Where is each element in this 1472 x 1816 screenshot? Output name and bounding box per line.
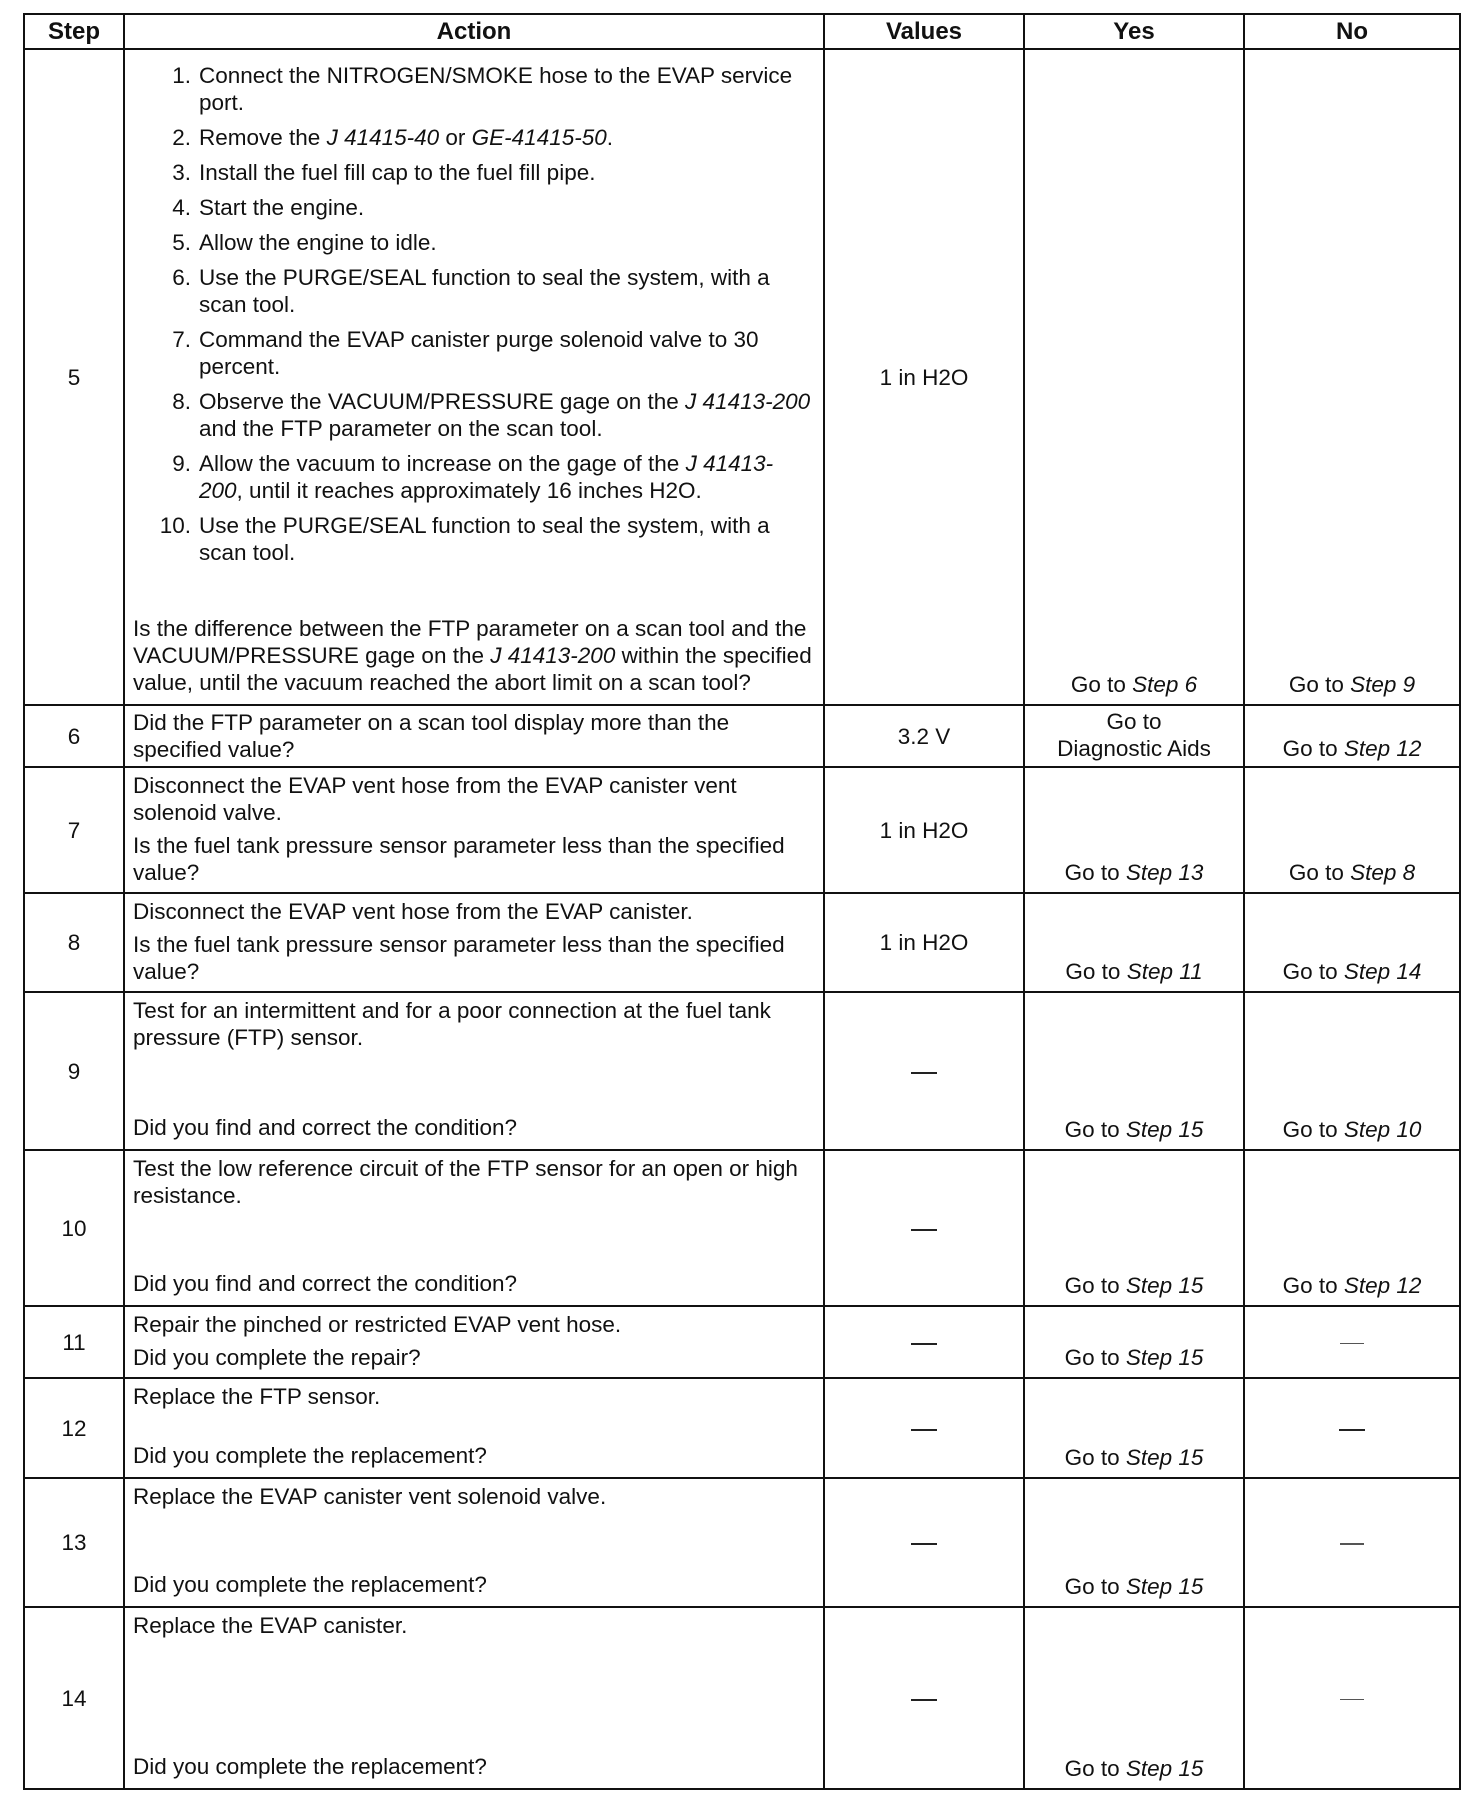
value-cell bbox=[824, 1478, 1024, 1607]
yes-cell[interactable]: Go to Step 15 bbox=[1024, 992, 1244, 1150]
no-cell bbox=[1244, 1607, 1460, 1789]
step-number: 12 bbox=[24, 1378, 124, 1478]
question-text: Did you complete the repair? bbox=[133, 1345, 421, 1370]
question-text: Did the FTP parameter on a scan tool display more than the specified value? bbox=[133, 710, 730, 762]
list-item: 7. Command the EVAP canister purge solenoid valve to 30 percent. bbox=[172, 327, 759, 379]
no-cell bbox=[1244, 1378, 1460, 1478]
header-step: Step bbox=[24, 14, 124, 49]
instruction-text: Disconnect the EVAP vent hose from the EVAP canister vent solenoid valve. bbox=[133, 773, 737, 825]
diagnostic-aids-link: Diagnostic Aids bbox=[1057, 736, 1211, 761]
table-row-step-10 bbox=[24, 1150, 1460, 1306]
step-link: Step 15 bbox=[1125, 1445, 1204, 1470]
table-row-step-11 bbox=[24, 1306, 1460, 1378]
value-cell bbox=[824, 1378, 1024, 1478]
instruction-text: Repair the pinched or restricted EVAP vent hose. bbox=[133, 1312, 622, 1337]
step-link: Step 8 bbox=[1350, 860, 1416, 885]
value-cell bbox=[824, 1150, 1024, 1306]
action-cell bbox=[124, 893, 824, 992]
instruction-text: Test for an intermittent and for a poor connection at the fuel tank pressure (FTP) sensor. bbox=[133, 998, 771, 1050]
question-text: Is the fuel tank pressure sensor parameter less than the specified value? bbox=[133, 833, 785, 885]
empty-value-dash bbox=[911, 1072, 937, 1074]
action-cell bbox=[124, 1150, 824, 1306]
action-cell bbox=[124, 1607, 824, 1789]
diagnostic-table bbox=[23, 13, 1461, 1790]
instruction-text: Replace the EVAP canister. bbox=[133, 1613, 408, 1638]
tool-reference: J 41413-200 bbox=[490, 643, 616, 668]
yes-cell[interactable]: Go to Step 15 bbox=[1024, 1607, 1244, 1789]
empty-value-dash bbox=[911, 1429, 937, 1431]
header-row bbox=[24, 14, 1460, 49]
value-cell: 1 in H2O bbox=[824, 49, 1024, 705]
table-row-step-6 bbox=[24, 705, 1460, 767]
empty-value-dash bbox=[1340, 1699, 1364, 1701]
header-yes: Yes bbox=[1024, 14, 1244, 49]
step-link: Step 15 bbox=[1125, 1273, 1204, 1298]
empty-value-dash bbox=[1339, 1429, 1365, 1431]
table-row-step-5 bbox=[24, 49, 1460, 705]
question-text: Did you complete the replacement? bbox=[133, 1754, 487, 1779]
yes-cell[interactable]: Go to Step 15 bbox=[1024, 1378, 1244, 1478]
instruction-list bbox=[133, 54, 815, 574]
step-link: Step 15 bbox=[1125, 1574, 1204, 1599]
empty-value-dash bbox=[1340, 1343, 1364, 1345]
empty-value-dash bbox=[911, 1229, 937, 1231]
empty-value-dash bbox=[911, 1543, 937, 1545]
table-row-step-12 bbox=[24, 1378, 1460, 1478]
empty-value-dash bbox=[1340, 1543, 1364, 1545]
step-number: 10 bbox=[24, 1150, 124, 1306]
no-cell[interactable]: Go to Step 9 bbox=[1244, 49, 1460, 705]
instruction-text: Replace the FTP sensor. bbox=[133, 1384, 381, 1409]
instruction-text: Test the low reference circuit of the FTP sensor for an open or high resistance. bbox=[133, 1156, 798, 1208]
header-values: Values bbox=[824, 14, 1024, 49]
tool-reference: GE-41415-50 bbox=[471, 125, 607, 150]
yes-cell[interactable]: Go to Step 13 bbox=[1024, 767, 1244, 893]
step-number: 11 bbox=[24, 1306, 124, 1378]
step-link: Step 6 bbox=[1132, 672, 1198, 697]
question-text: Did you complete the replacement? bbox=[133, 1443, 487, 1468]
value-cell bbox=[824, 1607, 1024, 1789]
action-cell bbox=[124, 705, 824, 767]
step-number: 6 bbox=[24, 705, 124, 767]
question-text: Is the difference between the FTP parameter on a scan tool and the VACUUM/PRESSURE gage on the J 41413-200 within the specified value, until the vacuum reached the abort limit on a scan tool? bbox=[133, 616, 812, 695]
table-row-step-7 bbox=[24, 767, 1460, 893]
list-item: 10. Use the PURGE/SEAL function to seal the system, with a scan tool. bbox=[159, 513, 770, 565]
value-cell: 1 in H2O bbox=[824, 893, 1024, 992]
step-number: 8 bbox=[24, 893, 124, 992]
step-link: Step 10 bbox=[1343, 1117, 1422, 1142]
value-cell bbox=[824, 1306, 1024, 1378]
question-text: Is the fuel tank pressure sensor parameter less than the specified value? bbox=[133, 932, 785, 984]
table-row-step-9 bbox=[24, 992, 1460, 1150]
list-item: 5. Allow the engine to idle. bbox=[172, 230, 437, 255]
no-cell[interactable]: Go to Step 12 bbox=[1244, 705, 1460, 767]
no-cell bbox=[1244, 1306, 1460, 1378]
yes-cell[interactable]: Go to Step 6 bbox=[1024, 49, 1244, 705]
step-number: 13 bbox=[24, 1478, 124, 1607]
header-no: No bbox=[1244, 14, 1460, 49]
value-cell bbox=[824, 992, 1024, 1150]
question-text: Did you complete the replacement? bbox=[133, 1572, 487, 1597]
step-number: 14 bbox=[24, 1607, 124, 1789]
action-cell bbox=[124, 1378, 824, 1478]
value-cell: 1 in H2O bbox=[824, 767, 1024, 893]
action-cell bbox=[124, 992, 824, 1150]
step-link: Step 9 bbox=[1350, 672, 1416, 697]
instruction-text: Disconnect the EVAP vent hose from the EVAP canister. bbox=[133, 899, 693, 924]
list-item: 1. Connect the NITROGEN/SMOKE hose to the EVAP service port. bbox=[172, 63, 793, 115]
yes-cell[interactable]: Go to Step 15 bbox=[1024, 1150, 1244, 1306]
tool-reference: J 41413-200 bbox=[685, 389, 811, 414]
tool-reference: J 41415-40 bbox=[326, 125, 440, 150]
yes-cell[interactable]: Go to Diagnostic Aids bbox=[1024, 705, 1244, 767]
step-link: Step 11 bbox=[1126, 959, 1203, 984]
list-item: 6. Use the PURGE/SEAL function to seal the system, with a scan tool. bbox=[172, 265, 770, 317]
no-cell[interactable]: Go to Step 12 bbox=[1244, 1150, 1460, 1306]
table-row-step-14 bbox=[24, 1607, 1460, 1789]
yes-cell[interactable]: Go to Step 15 bbox=[1024, 1306, 1244, 1378]
step-link: Step 15 bbox=[1125, 1345, 1204, 1370]
step-link: Step 12 bbox=[1343, 1273, 1422, 1298]
step-link: Step 13 bbox=[1125, 860, 1204, 885]
list-item: 4. Start the engine. bbox=[172, 195, 365, 220]
empty-value-dash bbox=[911, 1343, 937, 1345]
no-cell[interactable]: Go to Step 10 bbox=[1244, 992, 1460, 1150]
table-row-step-8 bbox=[24, 893, 1460, 992]
step-number: 7 bbox=[24, 767, 124, 893]
action-cell bbox=[124, 1306, 824, 1378]
diagnostic-table-sheet bbox=[23, 13, 1459, 1790]
no-cell[interactable]: Go to Step 8 bbox=[1244, 767, 1460, 893]
no-cell bbox=[1244, 1478, 1460, 1607]
tool-reference: J 41413-200 bbox=[199, 451, 774, 503]
list-item: 3. Install the fuel fill cap to the fuel fill pipe. bbox=[172, 160, 596, 185]
no-cell[interactable]: Go to Step 14 bbox=[1244, 893, 1460, 992]
step-link: Step 12 bbox=[1343, 736, 1422, 761]
step-link: Step 15 bbox=[1125, 1117, 1204, 1142]
question-text: Did you find and correct the condition? bbox=[133, 1271, 517, 1296]
value-cell: 3.2 V bbox=[824, 705, 1024, 767]
step-number: 9 bbox=[24, 992, 124, 1150]
yes-cell[interactable]: Go to Step 11 bbox=[1024, 893, 1244, 992]
step-link: Step 14 bbox=[1343, 959, 1422, 984]
instruction-text: Replace the EVAP canister vent solenoid valve. bbox=[133, 1484, 607, 1509]
list-item: 8. Observe the VACUUM/PRESSURE gage on the J 41413-200 and the FTP parameter on the scan tool. bbox=[172, 389, 811, 441]
list-item: 9. Allow the vacuum to increase on the gage of the J 41413-200, until it reaches approximately 16 inches H2O. bbox=[172, 451, 774, 503]
action-cell bbox=[124, 1478, 824, 1607]
list-item: 2. Remove the J 41415-40 or GE-41415-50. bbox=[172, 125, 614, 150]
question-text: Did you find and correct the condition? bbox=[133, 1115, 517, 1140]
step-number: 5 bbox=[24, 49, 124, 705]
yes-cell[interactable]: Go to Step 15 bbox=[1024, 1478, 1244, 1607]
empty-value-dash bbox=[911, 1699, 937, 1701]
step-link: Step 15 bbox=[1125, 1756, 1204, 1781]
action-cell bbox=[124, 49, 824, 705]
table-row-step-13 bbox=[24, 1478, 1460, 1607]
action-cell bbox=[124, 767, 824, 893]
header-action: Action bbox=[124, 14, 824, 49]
